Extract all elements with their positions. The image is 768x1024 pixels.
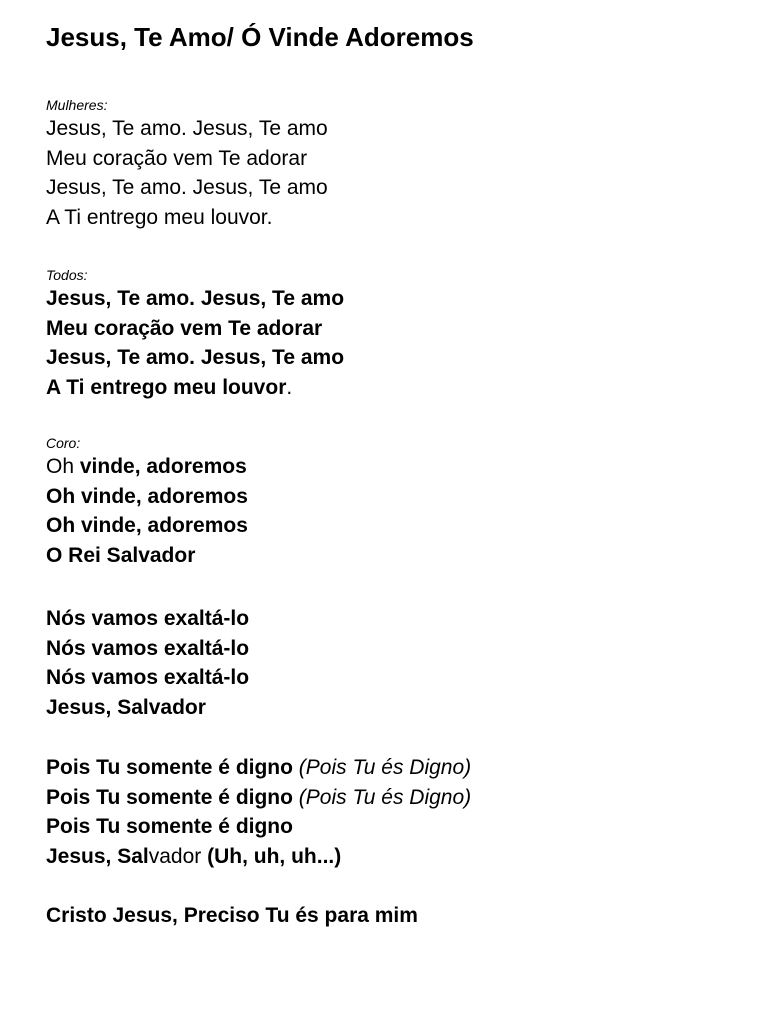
lyric-line: Cristo Jesus, Preciso Tu és para mim	[46, 904, 418, 927]
lyric-text: Pois Tu somente é digno	[46, 756, 293, 779]
lyric-line: Jesus, Te amo. Jesus, Te amo	[46, 176, 328, 200]
section-label: Todos:	[46, 267, 88, 283]
lyric-line: Nós vamos exaltá-lo	[46, 666, 250, 690]
section-exalta	[46, 604, 746, 723]
lyric-aside: (Pois Tu és Digno)	[292, 756, 472, 779]
lyric-line: Jesus, Salvador	[46, 696, 206, 720]
lyric-line	[46, 452, 746, 482]
lyric-line: Jesus, Te amo. Jesus, Te amo	[46, 117, 328, 140]
lyric-text: (Uh, uh, uh...)	[201, 845, 342, 869]
lyric-line	[46, 842, 746, 872]
lyric-line	[46, 783, 746, 813]
lyric-line: Nós vamos exaltá-lo	[46, 607, 250, 630]
lyric-line: Nós vamos exaltá-lo	[46, 636, 250, 660]
lyric-line	[46, 373, 746, 403]
lyric-text: vinde, adoremos	[79, 455, 247, 478]
lyric-line: Jesus, Te amo. Jesus, Te amo	[46, 346, 345, 370]
lyric-line: Oh vinde, adoremos	[46, 484, 248, 508]
lyric-line: Pois Tu somente é digno	[46, 815, 293, 839]
lyric-line: Meu coração vem Te adorar	[46, 146, 308, 170]
lyric-line: Oh vinde, adoremos	[46, 514, 248, 538]
lyric-line: Meu coração vem Te adorar	[46, 316, 323, 340]
section-label: Coro:	[46, 435, 81, 451]
lyric-line: O Rei Salvador	[46, 544, 196, 568]
section-digno	[46, 753, 746, 872]
lyric-text: vador	[148, 845, 202, 869]
section-label: Mulheres:	[46, 97, 108, 113]
section-coro	[46, 434, 746, 571]
section-mulheres	[46, 96, 746, 233]
lyric-text: A Ti entrego meu louvor	[46, 376, 287, 400]
page-title: Jesus, Te Amo/ Ó Vinde Adoremos	[46, 22, 474, 52]
lyric-text: Jesus, Sal	[46, 845, 149, 869]
lyric-punctuation: .	[286, 376, 293, 400]
lyric-text: Oh	[46, 455, 80, 478]
lyric-aside: (Pois Tu és Digno)	[292, 785, 472, 809]
lyric-line	[46, 753, 746, 783]
section-final	[46, 901, 746, 931]
lyric-line: Jesus, Te amo. Jesus, Te amo	[46, 287, 345, 310]
lyric-text: Pois Tu somente é digno	[46, 785, 293, 809]
section-todos	[46, 266, 746, 403]
lyric-line: A Ti entrego meu louvor.	[46, 206, 273, 230]
